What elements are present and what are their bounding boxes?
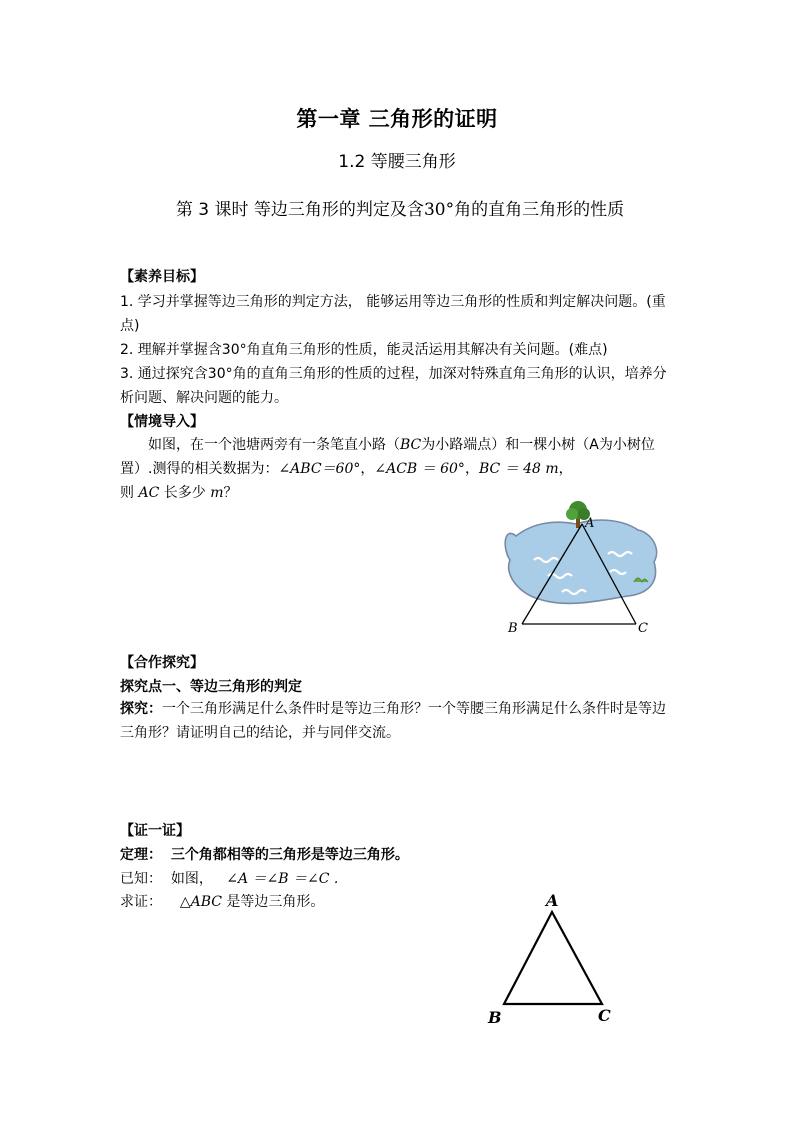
prove-text: 是等边三角形。 (226, 894, 325, 910)
pond-label-c: C (638, 621, 648, 636)
explore-heading: 【合作探究】 (120, 655, 204, 671)
proof-triangle-figure (484, 890, 624, 1032)
explore-text: 一个三角形满足什么条件时是等边三角形？一个等腰三角形满足什么条件时是等边三角形？请证明自己的结论，并与同伴交流。 (120, 701, 666, 741)
intro-bc: BC (400, 437, 422, 453)
explore-paragraph (120, 697, 676, 745)
pond-label-b: B (508, 621, 518, 636)
theorem-text: 三个角都相等的三角形是等边三角形。 (170, 847, 409, 863)
intro-heading: 【情境导入】 (120, 414, 204, 430)
intro-ac: AC (138, 485, 160, 501)
intro-question-a: 则 (120, 485, 134, 501)
proof-heading: 【证一证】 (120, 823, 190, 839)
goal-item-3: 3. 通过探究含30°角的直角三角形的性质的过程，加深对特殊直角三角形的认识，培养分析问题、解决问题的能力。 (120, 366, 667, 406)
intro-paragraph: 如图，在一个池塘两旁有一条笔直小路（BC为小路端点）和一棵小树（A为小树位置）.测得的相关数据为：∠ABC＝60°，∠ACB ＝ 60°，BC ＝ 48 m， (120, 437, 655, 477)
known-label: 已知： (120, 871, 162, 887)
intro-question-b: 长多少 (163, 485, 206, 501)
pond-figure (498, 496, 668, 638)
intro-cond-3: BC ＝ 48 m (478, 461, 559, 477)
intro-question-c: ？ (223, 485, 238, 501)
lesson-title-angle: 30° (423, 200, 455, 220)
goal-item-2: 2. 理解并掌握含30°角直角三角形的性质，能灵活运用其解决有关问题。(难点) (120, 342, 608, 358)
section-title: 1.2 等腰三角形 (338, 152, 456, 172)
proof-label-b: B (488, 1008, 502, 1027)
theorem-line (120, 843, 676, 867)
chapter-title: 第一章 三角形的证明 (296, 107, 498, 131)
proof-label-c: C (598, 1006, 611, 1025)
lesson-title-prefix: 第 3 课时 等边三角形的判定及含 (175, 200, 424, 220)
pond-label-a: A (585, 516, 595, 531)
prove-label: 求证： (120, 894, 162, 910)
intro-text-a: 如图，在一个池塘两旁有一条笔直小路（ (148, 437, 400, 453)
prove-math: △ABC (179, 894, 222, 910)
proof-label-a: A (546, 891, 559, 910)
goals-heading: 【素养目标】 (120, 269, 204, 285)
intro-unit: m (210, 485, 224, 501)
intro-text-b: 为小路端点）和一棵小树（A为小树位置）.测得的相关数据为： (120, 437, 655, 477)
known-line (120, 867, 676, 891)
explore-label: 探究： (120, 701, 162, 717)
lesson-title-suffix: 角的直角三角形的性质 (454, 200, 625, 220)
theorem-label: 定理： (120, 847, 162, 863)
intro-cond-2: ∠ACB ＝ 60° (374, 461, 465, 477)
equilateral-triangle (504, 912, 602, 1004)
known-prefix: 如图， (170, 871, 213, 887)
intro-cond-1: ∠ABC＝60° (278, 461, 361, 477)
known-math: ∠A ＝∠B ＝∠C . (226, 871, 339, 887)
lesson-title (120, 189, 680, 231)
explore-point: 探究点一、等边三角形的判定 (120, 679, 302, 695)
goal-item-1: 1. 学习并掌握等边三角形的判定方法， 能够运用等边三角形的性质和判定解决问题。(重点) (120, 294, 666, 334)
